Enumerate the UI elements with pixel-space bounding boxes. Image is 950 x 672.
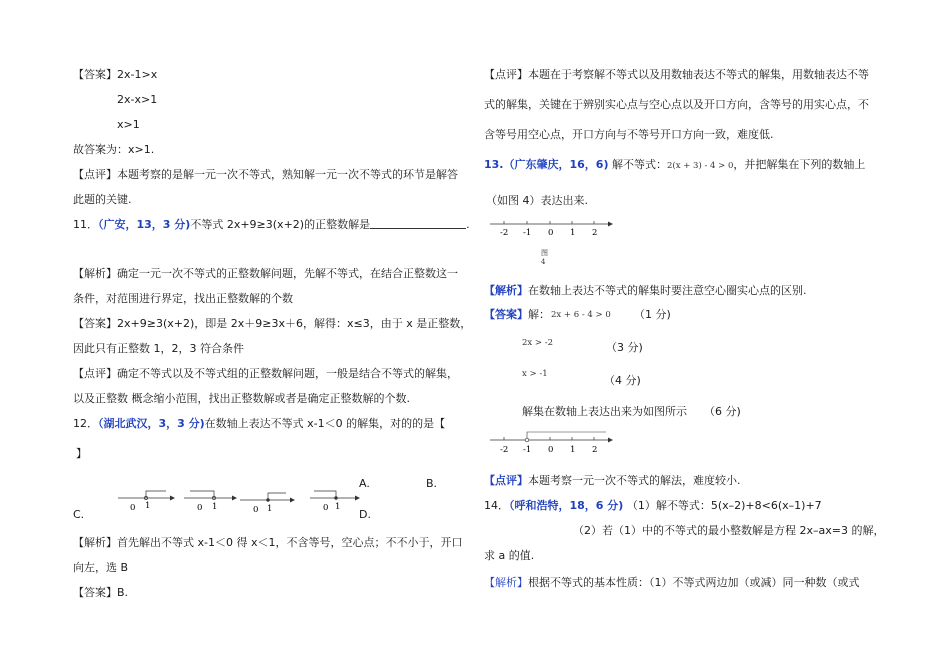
q12-b-tick-1: 1: [212, 502, 218, 512]
q12-question: [73, 417, 445, 431]
q11-answer-blank: [370, 218, 466, 229]
solution-tick-2: 2: [592, 445, 598, 455]
fig4-tick-neg1: -1: [523, 228, 532, 238]
q12-d-tick-1: 1: [335, 502, 341, 512]
q12-numberline-c: [240, 490, 300, 514]
q12-c-tick-1: 1: [267, 504, 273, 514]
q12-option-b[interactable]: B.: [426, 477, 438, 490]
q13-text-a: 解不等式：: [612, 158, 667, 171]
q10-answer-step-2: 2x-x>1: [117, 93, 158, 106]
q10-answer-step-1: 2x-1>x: [117, 68, 158, 81]
q13-step-4-score: （6 分): [704, 405, 741, 418]
q12-option-c[interactable]: C.: [73, 508, 85, 521]
q13-step-4: 解集在数轴上表达出来为如图所示: [522, 405, 687, 418]
q12-d-tick-0: 0: [323, 503, 329, 513]
q13-number: 13.: [484, 158, 504, 171]
q11-source: （广安，13，3 分): [98, 218, 191, 231]
q11-answer-text-1: 2x+9≥3(x+2)，即是 2x＋9≥3x＋6，解得：x≤3，由于 x 是正整数，: [117, 317, 472, 330]
q11-answer-text-2: 因此只有正整数 1，2，3 符合条件: [73, 342, 244, 355]
q14-part-2: （2）若（1）中的不等式的最小整数解是方程 2x–ax=3 的解，: [573, 524, 885, 537]
q11-analysis-text-1: 确定一元一次不等式的正整数解问题，先解不等式，在结合正整数这一: [117, 267, 458, 280]
q13-step-1-score: （1 分): [634, 308, 671, 321]
q11-text: 不等式 2x+9≥3(x+2)的正整数解是: [190, 218, 371, 231]
solution-tick-0: 0: [548, 445, 554, 455]
q12-numberline-a: [118, 488, 178, 512]
q14-part-2-b: 求 a 的值.: [484, 549, 535, 562]
solution-tick-neg2: -2: [500, 445, 509, 455]
q14-analysis: [484, 576, 860, 590]
review-label: 【点评】: [484, 68, 528, 81]
q13-analysis: [484, 284, 807, 298]
q13-answer: [484, 308, 550, 322]
q11-review-text-2: 以及正整数 概念缩小范围，找出正整数解或者是确定正整数解的个数.: [73, 392, 410, 405]
q13-step-2: 2x > -2: [522, 338, 554, 348]
q13-step-3: x > -1: [522, 369, 548, 379]
q13-analysis-text: 在数轴上表达不等式的解集时要注意空心圈实心点的区别.: [528, 284, 807, 297]
q11-analysis-text-2: 条件，对范围进行界定，找出正整数解的个数: [73, 292, 293, 305]
review-text-1: 本题在于考察解不等式以及用数轴表达不等式的解集，用数轴表达不等: [528, 68, 869, 81]
q12-a-tick-0: 0: [130, 503, 136, 513]
fig4-tick-neg2: -2: [500, 228, 509, 238]
q11-answer: [73, 317, 471, 331]
q13-answer-label: 【答案】: [484, 308, 528, 321]
q12-source: （湖北武汉，3，3 分): [98, 417, 205, 430]
q12-analysis: [73, 536, 462, 550]
q14-source: （呼和浩特，18，6 分): [509, 499, 624, 512]
q14-analysis-text: 根据不等式的基本性质：（1）不等式两边加（或减）同一种数（或式: [528, 576, 860, 589]
q11-analysis-label: 【解析】: [73, 267, 117, 280]
q14-question: [484, 499, 822, 513]
q13-source: （广东肇庆，16，6): [503, 158, 609, 171]
q10-review-text-1: 本题考察的是解一元一次不等式，熟知解一元一次不等式的环节是解答: [117, 168, 458, 181]
q13-analysis-label: 【解析】: [484, 284, 528, 297]
q13-step-2-score: （3 分): [606, 341, 643, 354]
q12-analysis-text-2: 向左，选 B: [73, 561, 129, 574]
q12-text: 在数轴上表达不等式 x-1＜0 的解集，对的的是【: [204, 417, 446, 430]
q11-question: [73, 218, 470, 232]
q11-review-text-1: 确定不等式以及不等式组的正整数解问题，一般是结合不等式的解集，: [117, 367, 458, 380]
q11-end: .: [466, 218, 470, 231]
q11-number: 11．: [73, 218, 98, 231]
q13-answer-intro: 解：: [528, 308, 550, 321]
q12-analysis-label: 【解析】: [73, 536, 117, 549]
figure-4-numberline: [490, 218, 620, 240]
q12-a-tick-1: 1: [145, 501, 151, 511]
q11-review: [73, 367, 458, 381]
q12-answer: 【答案】B.: [73, 586, 129, 599]
fig4-tick-1: 1: [570, 228, 576, 238]
q12-b-tick-0: 0: [197, 503, 203, 513]
q13-review-text: 本题考察一元一次不等式的解法，难度较小.: [528, 474, 741, 487]
q12-option-a[interactable]: A.: [359, 477, 370, 490]
solution-tick-1: 1: [570, 445, 576, 455]
review-text-2: 式的解集，关键在于辨别实心点与空心点以及开口方向，含等号的用实心点，不: [484, 98, 869, 111]
q11-analysis: [73, 267, 458, 281]
q14-number: 14．: [484, 499, 509, 512]
q12-c-tick-0: 0: [253, 505, 259, 515]
solution-tick-neg1: -1: [523, 445, 532, 455]
q12-numberline-d: [310, 488, 370, 512]
figure-4-caption: 图 4: [541, 249, 548, 266]
q13-question: [484, 158, 865, 173]
q14-part-1: （1）解不等式：5(x–2)+8<6(x–1)+7: [626, 499, 822, 512]
q14-analysis-label: 【解析】: [484, 576, 528, 589]
review-text-3: 含等号用空心点，开口方向与不等号开口方向一致，难度低.: [484, 128, 774, 141]
q12-option-d[interactable]: D.: [359, 508, 371, 521]
q11-answer-label: 【答案】: [73, 317, 117, 330]
q10-review: [73, 168, 458, 182]
q13-review: [484, 474, 741, 488]
q12-number: 12．: [73, 417, 98, 430]
q13-review-label: 【点评】: [484, 474, 528, 487]
q12-bracket-end: 】: [76, 447, 87, 460]
q10-conclusion: 故答案为：x>1.: [73, 143, 155, 156]
q11-review-label: 【点评】: [73, 367, 117, 380]
q10-answer-label: 【答案】: [73, 68, 117, 81]
q10-review-text-2: 此题的关键.: [73, 193, 132, 206]
q13-text-c: （如图 4）表达出来.: [486, 194, 588, 207]
q13-solution-numberline: [490, 428, 620, 456]
fig4-tick-0: 0: [548, 228, 554, 238]
q13-step-3-score: （4 分): [604, 374, 641, 387]
q10-answer-step-3: x>1: [117, 118, 140, 131]
review: [484, 68, 869, 82]
q13-text-b: ，并把解集在下列的数轴上: [733, 158, 866, 171]
q13-formula: 2(x + 3) - 4 > 0: [667, 161, 734, 171]
fig4-tick-2: 2: [592, 228, 598, 238]
q12-analysis-text-1: 首先解出不等式 x-1＜0 得 x＜1，不含等号，空心点；不不小于，开口: [117, 536, 463, 549]
q13-step-1: 2x + 6 - 4 > 0: [551, 310, 611, 320]
q10-review-label: 【点评】: [73, 168, 117, 181]
q12-numberline-b: [184, 488, 244, 512]
